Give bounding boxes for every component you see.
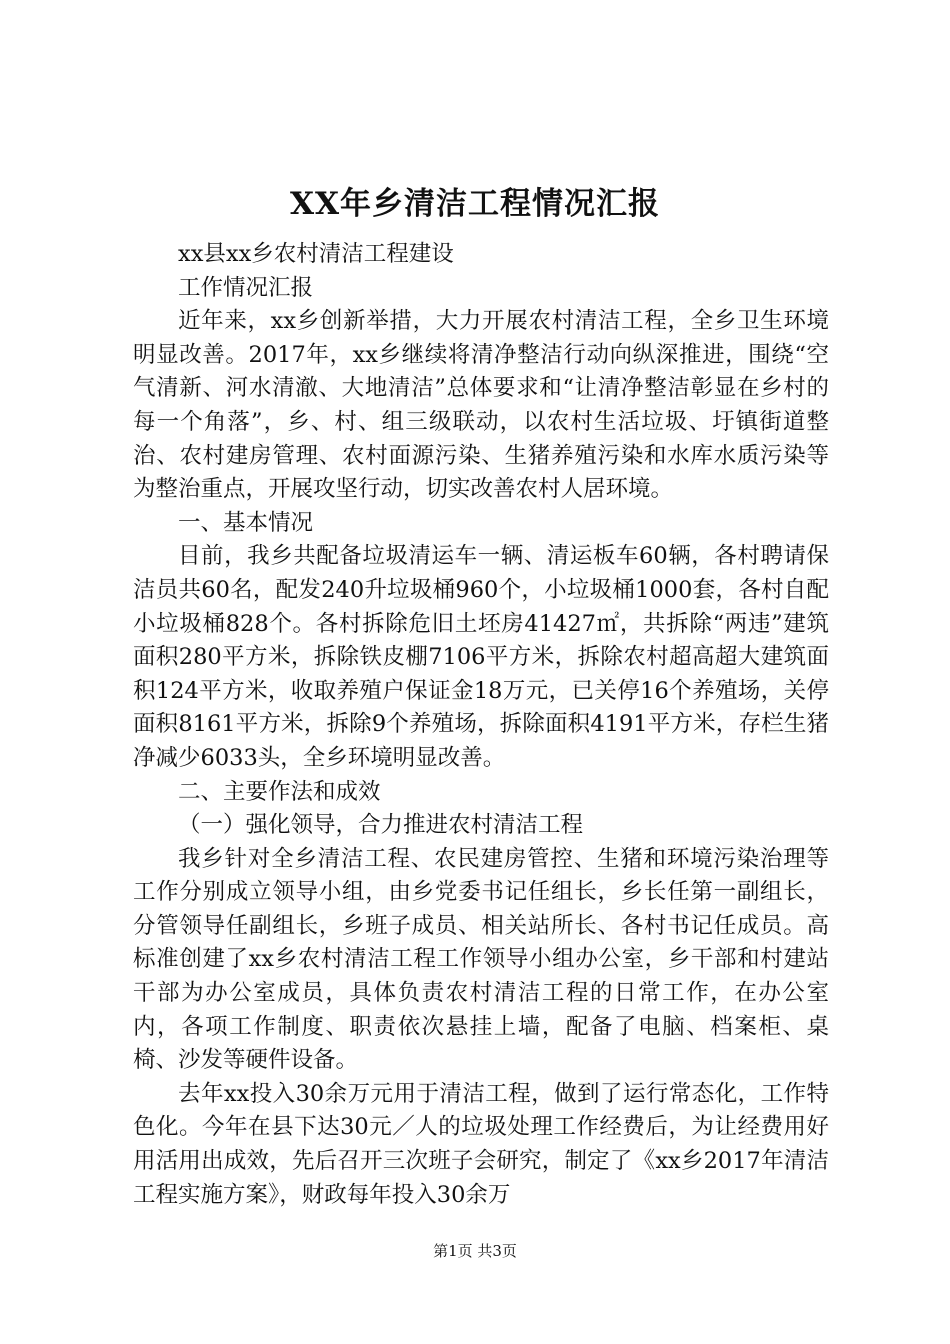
paragraph: 目前，我乡共配备垃圾清运车一辆、清运板车60辆，各村聘请保洁员共60名，配发240升垃圾桶960个，小垃圾桶1000套，各村自配小垃圾桶828个。各村拆除危旧土坯房41427㎡，共拆除“两违”建筑面积280平方米，拆除铁皮棚7106平方米，拆除农村超高超大建筑面积124平方米，收取养殖户保证金18万元，已关停16个养殖场，关停面积8161平方米，拆除9个养殖场，拆除面积4191平方米，存栏生猪净减少6033头，全乡环境明显改善。 — [133, 543, 829, 771]
document-title: XX年乡清洁工程情况汇报 — [289, 186, 661, 222]
page-footer: 第1页 共3页 — [433, 1242, 517, 1260]
subsection-heading: （一）强化领导，合力推进农村清洁工程 — [178, 812, 584, 839]
paragraph: 我乡针对全乡清洁工程、农民建房管控、生猪和环境污染治理等工作分别成立领导小组，由乡党委书记任组长，乡长任第一副组长，分管领导任副组长，乡班子成员、相关站所长、各村书记任成员。高标准创建了xx乡农村清洁工程工作领导小组办公室，乡干部和村建站干部为办公室成员，具体负责农村清洁工程的日常工作，在办公室内，各项工作制度、职责依次悬挂上墙，配备了电脑、档案柜、桌椅、沙发等硬件设备。 — [133, 845, 829, 1074]
paragraph: 去年xx投入30余万元用于清洁工程，做到了运行常态化，工作特色化。今年在县下达30元／人的垃圾处理工作经费后，为让经费用好用活用出成效，先后召开三次班子会研究，制定了《xx乡2017年清洁工程实施方案》，财政每年投入30余万 — [133, 1080, 829, 1208]
document-body — [133, 238, 829, 1212]
paragraph: xx县xx乡农村清洁工程建设 — [178, 241, 454, 267]
section-heading: 一、基本情况 — [178, 509, 314, 536]
paragraph: 工作情况汇报 — [178, 274, 314, 301]
section-heading: 二、主要作法和成效 — [178, 778, 381, 805]
paragraph: 近年来，xx乡创新举措，大力开展农村清洁工程，全乡卫生环境明显改善。2017年，xx乡继续将清净整洁行动向纵深推进，围绕“空气清新、河水清澈、大地清洁”总体要求和“让清净整洁彰显在乡村的每一个角落”，乡、村、组三级联动，以农村生活垃圾、圩镇街道整治、农村建房管理、农村面源污染、生猪养殖污染和水库水质污染等为整治重点，开展攻坚行动，切实改善农村人居环境。 — [133, 308, 829, 503]
